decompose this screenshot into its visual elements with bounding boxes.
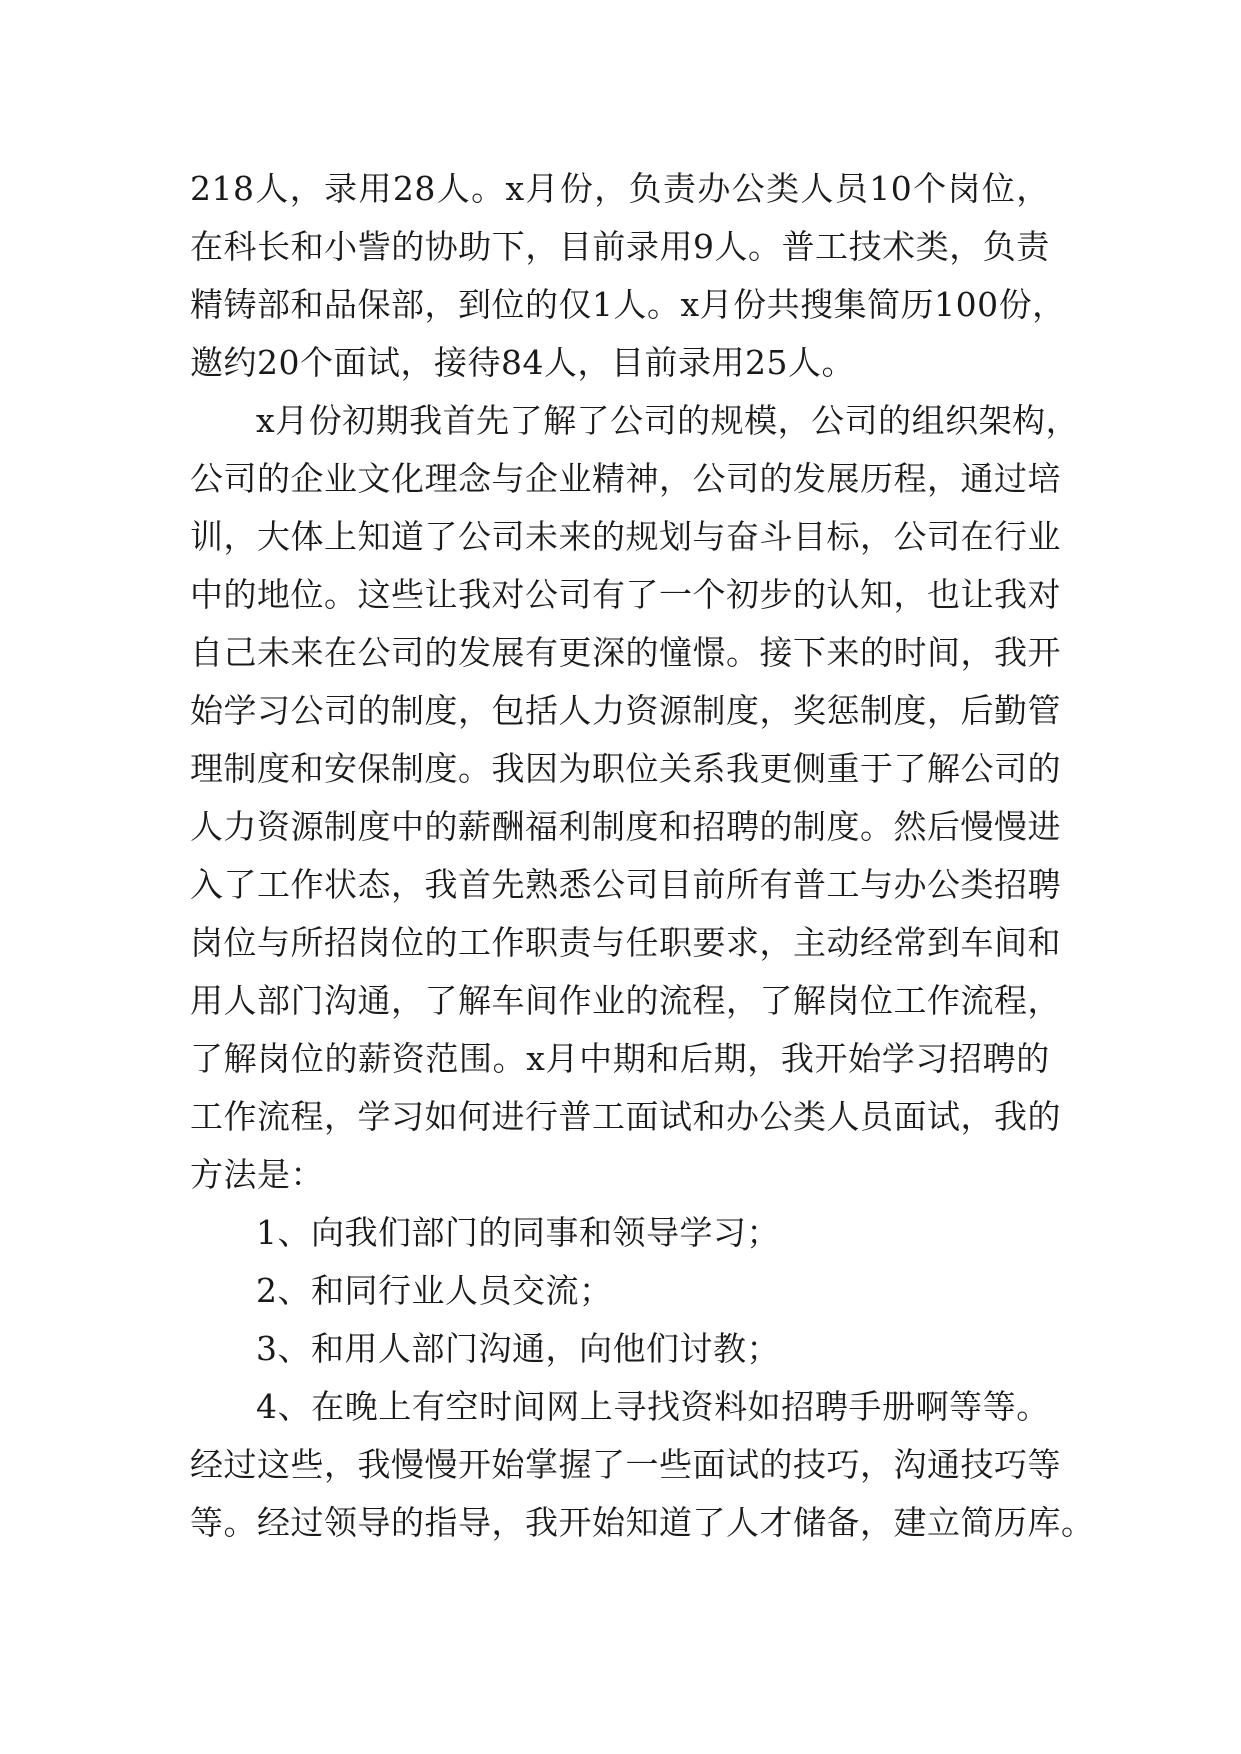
text-line: 218 人 ， 录 用 28 人 。 x 月 份 ， 负 责 办 公 类 人 员 10 个 岗 位 ，	[190, 169, 1050, 208]
text-line: 2、和同行业人员交流；	[256, 1271, 613, 1310]
text-line: 入 了 工 作 状 态 ， 我 首 先 熟 悉 公 司 目 前 所 有 普 工 与 办 公 类 招 聘	[190, 865, 1061, 904]
text-line: 始 学 习 公 司 的 制 度 ， 包 括 人 力 资 源 制 度 ， 奖 惩 制 度 ， 后 勤 管	[190, 691, 1061, 730]
text-line: 方法是：	[190, 1155, 324, 1194]
text-line: 自 己 未 来 在 公 司 的 发 展 有 更 深 的 憧 憬 。 接 下 来 的 时 间 ， 我 开	[190, 633, 1061, 672]
text-line: 1、向我们部门的同事和领导学习；	[256, 1213, 780, 1252]
text-line: 人 力 资 源 制 度 中 的 薪 酬 福 利 制 度 和 招 聘 的 制 度 。 然 后 慢 慢 进	[190, 807, 1061, 846]
text-line: 邀约20个面试，接待84人，目前录用25人。	[190, 343, 855, 382]
text-line: 训 ， 大 体 上 知 道 了 公 司 未 来 的 规 划 与 奋 斗 目 标 ， 公 司 在 行 业	[190, 517, 1061, 556]
text-line: 4 、 在 晚 上 有 空 时 间 网 上 寻 找 资 料 如 招 聘 手 册 啊 等 等 。	[256, 1387, 1050, 1426]
text-line: 3、和用人部门沟通，向他们讨教；	[256, 1329, 780, 1368]
text-line: 了 解 岗 位 的 薪 资 范 围 。 x 月 中 期 和 后 期 ， 我 开 始 学 习 招 聘 的	[190, 1039, 1050, 1078]
text-line: 公 司 的 企 业 文 化 理 念 与 企 业 精 神 ， 公 司 的 发 展 历 程 ， 通 过 培	[190, 459, 1061, 498]
text-line: 用 人 部 门 沟 通 ， 了 解 车 间 作 业 的 流 程 ， 了 解 岗 位 工 作 流 程 ，	[190, 981, 1061, 1020]
text-line: 岗 位 与 所 招 岗 位 的 工 作 职 责 与 任 职 要 求 ， 主 动 经 常 到 车 间 和	[190, 923, 1061, 962]
text-line: 中 的 地 位 。 这 些 让 我 对 公 司 有 了 一 个 初 步 的 认 知 ， 也 让 我 对	[190, 575, 1061, 614]
text-line: 精 铸 部 和 品 保 部 ， 到 位 的 仅 1 人 。 x 月 份 共 搜 集 简 历 100 份 ，	[190, 285, 1066, 324]
text-line: 理 制 度 和 安 保 制 度 。 我 因 为 职 位 关 系 我 更 侧 重 于 了 解 公 司 的	[190, 749, 1061, 788]
text-line: 工 作 流 程 ， 学 习 如 何 进 行 普 工 面 试 和 办 公 类 人 员 面 试 ， 我 的	[190, 1097, 1061, 1136]
text-line: 在 科 长 和 小 訾 的 协 助 下 ， 目 前 录 用 9 人 。 普 工 技 术 类 ， 负 责	[190, 227, 1050, 266]
text-line: x 月 份 初 期 我 首 先 了 解 了 公 司 的 规 模 ， 公 司 的 组 织 架 构 ，	[256, 401, 1080, 440]
text-line: 等 。 经 过 领 导 的 指 导 ， 我 开 始 知 道 了 人 才 储 备 ， 建 立 简 历 库 。	[190, 1503, 1095, 1542]
text-line: 经 过 这 些 ， 我 慢 慢 开 始 掌 握 了 一 些 面 试 的 技 巧 ， 沟 通 技 巧 等	[190, 1445, 1061, 1484]
body-text	[190, 160, 1095, 1552]
